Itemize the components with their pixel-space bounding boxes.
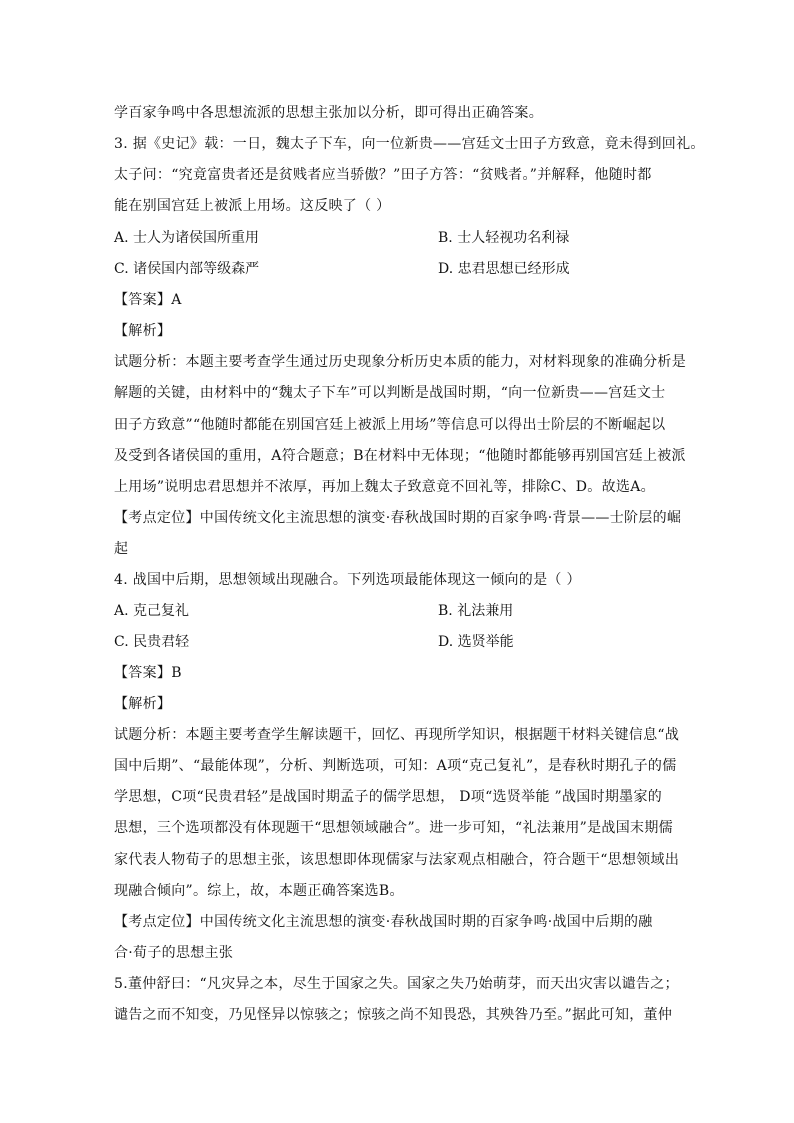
text-line: 太子问：“究竟富贵者还是贫贱者应当骄傲？”田子方答：“贫贱者。”并解释，他随时都	[114, 167, 652, 183]
q3-option-b: B. 士人轻视功名利禄	[438, 230, 570, 246]
q3-analysis-line: 田子方致意”“他随时都能在别国宫廷上被派上用场”等信息可以得出士阶层的不断崛起以	[114, 417, 666, 433]
question-5-stem-line: 谴告之而不知变，乃见怪异以惊骇之；惊骇之尚不知畏恐，其殃咎乃至。”据此可知，董仲	[114, 1007, 673, 1023]
q3-analysis-line: 解题的关键，由材料中的“魏太子下车”可以判断是战国时期，“向一位新贵——宫廷文士	[114, 385, 666, 401]
q3-kaodian-line: 起	[114, 541, 129, 557]
question-4-stem: 4. 战国中后期，思想领域出现融合。下列选项最能体现这一倾向的是（ ）	[114, 572, 581, 588]
q3-option-a: A. 士人为诸侯国所重用	[114, 230, 260, 246]
q4-analysis-line: 思想，三个选项都没有体现题干“思想领域融合”。进一步可知，“礼法兼用”是战国末期儒	[114, 820, 673, 836]
q4-kaodian-line: 合·荀子的思想主张	[114, 945, 234, 961]
q3-analysis-line: 及受到各诸侯国的重用，A符合题意；B在材料中无体现；“他随时都能够再别国宫廷上被派	[114, 448, 686, 464]
q4-option-d: D. 选贤举能	[438, 634, 514, 650]
q3-analysis-line: 上用场”说明忠君思想并不浓厚，再加上魏太子致意竟不回礼等，排除C、D。故选A。	[114, 479, 655, 495]
q4-analysis-line: 学思想，C项“民贵君轻”是战国时期孟子的儒学思想， D项“选贤举能 ”战国时期墨家的	[114, 789, 663, 805]
q3-option-d: D. 忠君思想已经形成	[438, 261, 570, 277]
question-5-stem: 5.董仲舒曰：“凡灾异之本，尽生于国家之失。国家之失乃始萌芽，而天出灾害以谴告之；	[114, 976, 679, 992]
q4-answer: 【答案】B	[114, 665, 182, 681]
q4-analysis-heading: 【解析】	[114, 696, 172, 712]
q3-answer: 【答案】A	[114, 292, 182, 308]
q4-analysis-line: 国中后期”、“最能体现”，分析、判断选项，可知：A项“克己复礼”，是春秋时期孔子的儒	[114, 758, 677, 774]
q4-option-a: A. 克己复礼	[114, 603, 190, 619]
q4-option-c: C. 民贵君轻	[114, 634, 190, 650]
q3-option-c: C. 诸侯国内部等级森严	[114, 261, 260, 277]
question-3-stem: 3. 据《史记》载：一日，魏太子下车，向一位新贵——宫廷文士田子方致意，竟未得到回礼。	[114, 136, 705, 152]
q4-kaodian-line: 【考点定位】中国传统文化主流思想的演变·春秋战国时期的百家争鸣·战国中后期的融	[114, 914, 653, 930]
q3-analysis-heading: 【解析】	[114, 323, 172, 339]
text-line: 学百家争鸣中各思想流派的思想主张加以分析，即可得出正确答案。	[114, 105, 543, 121]
text-line: 能在别国宫廷上被派上用场。这反映了（ ）	[114, 198, 391, 214]
q4-option-b: B. 礼法兼用	[438, 603, 514, 619]
q3-analysis-line: 试题分析：本题主要考查学生通过历史现象分析历史本质的能力，对材料现象的准确分析是	[114, 354, 686, 370]
q4-analysis-line: 现融合倾向”。综上，故，本题正确答案选B。	[114, 883, 404, 899]
q4-analysis-line: 家代表人物荀子的思想主张，该思想即体现儒家与法家观点相融合，符合题干“思想领域出	[114, 852, 680, 868]
q3-kaodian-line: 【考点定位】中国传统文化主流思想的演变·春秋战国时期的百家争鸣·背景——士阶层的崛	[114, 510, 682, 526]
q4-analysis-line: 试题分析：本题主要考查学生解读题干，回忆、再现所学知识，根据题干材料关键信息“战	[114, 727, 680, 743]
